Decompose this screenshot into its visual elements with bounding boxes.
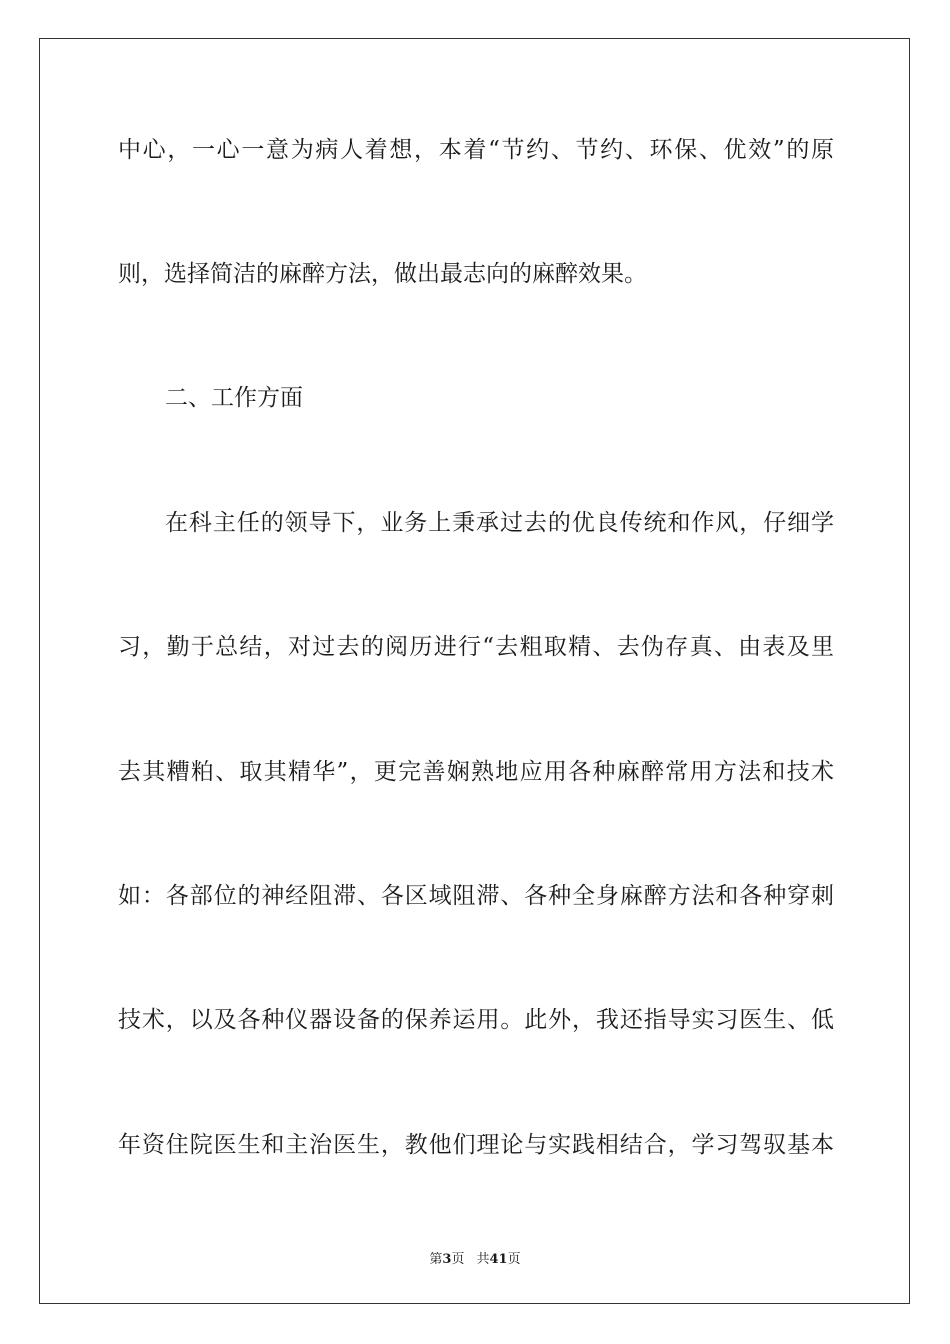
total-suffix: 页 [507, 1252, 521, 1267]
body-line-8: 年资住院医生和主治医生，教他们理论与实践相结合，学习驾驭基本 [118, 1132, 834, 1158]
page-number: 3 [442, 1252, 452, 1267]
page-border [39, 38, 910, 1304]
total-prefix: 共 [476, 1252, 490, 1267]
body-line-3: 在科主任的领导下，业务上秉承过去的优良传统和作风，仔细学 [165, 510, 834, 536]
body-line-1: 中心，一心一意为病人着想，本着“节约、节约、环保、优效”的原 [118, 137, 834, 163]
page-prefix: 第 [429, 1252, 443, 1267]
body-line-7: 技术，以及各种仪器设备的保养运用。此外，我还指导实习医生、低 [118, 1007, 834, 1033]
body-line-5: 去其糟粕、取其精华”，更完善娴熟地应用各种麻醉常用方法和技术 [118, 759, 834, 785]
body-line-2: 则，选择简洁的麻醉方法，做出最志向的麻醉效果。 [118, 261, 647, 287]
section-heading: 二、工作方面 [165, 385, 303, 411]
page-footer [0, 1248, 950, 1267]
body-line-4: 习，勤于总结，对过去的阅历进行“去粗取精、去伪存真、由表及里 [118, 634, 834, 660]
body-line-6: 如：各部位的神经阻滞、各区域阻滞、各种全身麻醉方法和各种穿刺 [118, 883, 834, 909]
page-suffix: 页 [451, 1252, 465, 1267]
total-pages: 41 [489, 1252, 508, 1267]
